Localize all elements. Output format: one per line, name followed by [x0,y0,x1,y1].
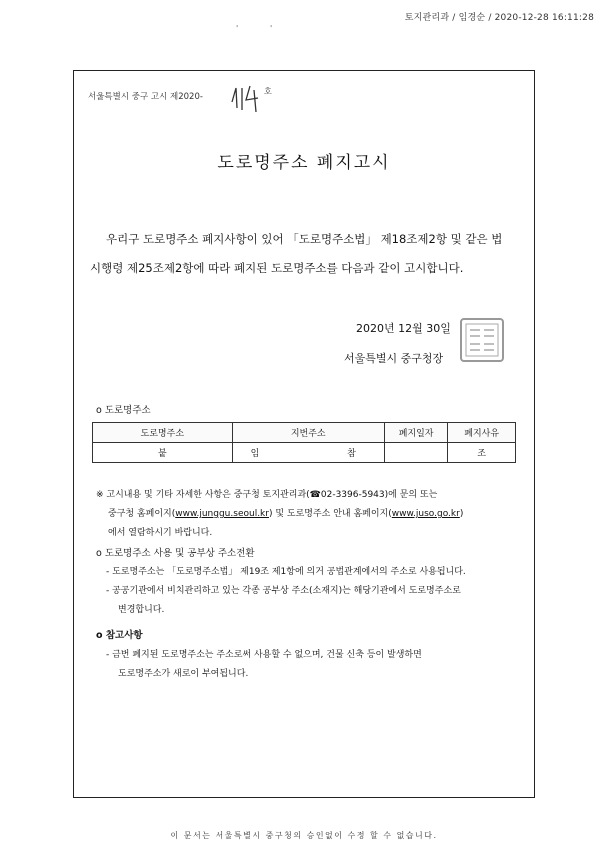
document-header-stamp: 토지관리과 / 임경순 / 2020-12-28 16:11:28 [404,13,594,23]
scan-mark: ' [236,24,239,33]
contact-note [96,486,526,543]
column-header: 폐지일자 [384,423,447,443]
note-text: 중구청 홈페이지( [108,509,176,519]
bullet-line: - 공공기관에서 비치관리하고 있는 각종 공부상 주소(소재지)는 해당기관에서 도로명주소로 [106,586,461,596]
column-header: 지번주소 [232,423,384,443]
column-header: 폐지사유 [448,423,516,443]
section-title: o 도로명주소 [96,405,151,416]
section-title: o 참고사항 [96,630,143,641]
body-line: 시행령 제25조제2항에 따라 폐지된 도로명주소를 다음과 같이 고시합니다. [90,261,464,275]
page-title: 도로명주소 폐지고시 [217,153,391,173]
juso-homepage-link[interactable]: www.juso.go.kr [391,509,460,519]
official-seal-icon [458,316,506,364]
table-cell-text: 임 [250,449,260,459]
bullet-line: 변경합니다. [118,605,165,615]
scan-mark: ' [270,24,273,33]
table-header-row [93,423,516,443]
note-line: ※ 고시내용 및 기타 자세한 사항은 중구청 토지관리과(☎02-3396-5943)에 문의 또는 [96,490,438,500]
issuer: 서울특별시 중구청장 [344,352,444,365]
table-cell: 조 [448,443,516,463]
bullet-line: - 금번 폐지된 도로명주소는 주소로써 사용할 수 없으며, 건물 신축 등이 발생하면 [106,650,422,660]
bullet-line: 도로명주소가 새로이 부여됩니다. [118,669,249,679]
body-line: 우리구 도로명주소 폐지사항이 있어 「도로명주소법」 제18조제2항 및 같은 법 [106,232,503,246]
section-title: o 도로명주소 사용 및 공부상 주소전환 [96,548,255,559]
note-text: ) [459,509,464,519]
notice-date: 2020년 12월 30일 [356,322,451,335]
junggu-homepage-link[interactable]: www.junggu.seoul.kr [175,509,269,519]
notice-number [88,90,203,102]
table-cell [232,443,384,463]
note-text: ) 및 도로명주소 안내 홈페이지( [268,509,392,519]
bullet-item: - 도로명주소는 「도로명주소법」 제19조 제1항에 의거 공법관계에서의 주소로 사용됩니다. [106,567,466,577]
table-cell: 붙 [93,443,233,463]
notice-suffix: 호 [264,87,272,96]
bullet-item [106,582,526,620]
address-table [92,422,516,463]
table-cell [384,443,447,463]
notice-body [90,225,522,283]
note-line [96,505,526,524]
table-cell-text: 참 [347,449,356,459]
column-header: 도로명주소 [93,423,233,443]
notice-number-label: 서울특별시 중구 고시 제2020- [88,92,203,102]
handwritten-notice-number [228,80,278,114]
bullet-item [106,646,526,684]
footer-disclaimer: 이 문서는 서울특별시 중구청의 승인없이 수정 할 수 없습니다. [170,831,438,840]
table-row [93,443,516,463]
note-line: 에서 열람하시기 바랍니다. [108,528,213,538]
